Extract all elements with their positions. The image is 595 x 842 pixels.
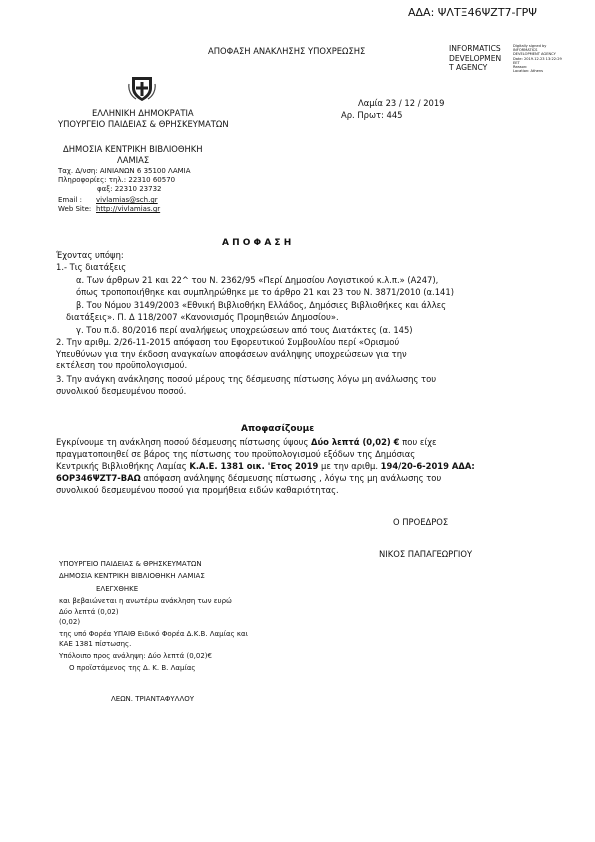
signature-details [513,44,562,73]
decide-text: Εγκρίνουμε τη ανάκληση ποσού δέσμευσης πίστωσης ύψους [56,437,312,447]
body-line: Έχοντας υπόψη: [56,250,124,260]
signature-detail: Reason: [513,65,528,70]
verify-line: της υπό Φορέα ΥΠΑΙΘ Ειδικό Φορέα Δ.Κ.Β. Λαμίας και [59,630,249,638]
signature-detail: Location: Athens [513,69,543,74]
library-name: ΔΗΜΟΣΙΑ ΚΕΝΤΡΙΚΗ ΒΙΒΛΙΟΘΗΚΗ [63,144,203,154]
phone-info: Πληροφορίες: τηλ.: 22310 60570 [58,176,176,184]
body-line: 2. Την αριθμ. 2/26-11-2015 απόφαση του Εφορευτικού Συμβουλίου περί «Ορισμού [56,337,400,347]
stamp-line: INFORMATICS [449,44,501,53]
decide-line: συνολικού δεσμευμένου ποσού για προμήθεια ειδών καθαριότητας. [56,485,339,495]
signature-detail: INFORMATICS [513,48,538,53]
body-line: όπως τροποποιήθηκε και συμπληρώθηκε με το άρθρο 21 και 23 του Ν. 3871/2010 (α.141) [76,287,454,297]
verify-line: ΚΑΕ 1381 πίστωσης. [59,640,132,648]
decide-heading: Αποφασίζουμε [241,424,315,434]
ada-header: ΑΔΑ: ΨΛΤΞ46ΨΖΤ7-ΓΡΨ [408,6,537,19]
verify-amount-number: (0,02) [59,618,81,626]
stamp-line: T AGENCY [449,63,488,72]
verify-remaining: Υπόλοιπο προς ανάληψη: Δύο λεπτά (0,02)€ [59,652,212,660]
signature-detail: DEVELOPMENT AGENCY [513,52,556,57]
issuer-ministry: ΥΠΟΥΡΓΕΙΟ ΠΑΙΔΕΙΑΣ & ΘΡΗΣΚΕΥΜΑΤΩΝ [58,119,229,129]
decide-line: πραγματοποιηθεί σε βάρος της πίστωσης του προϋπολογισμού εξόδων της Δημόσιας [56,449,416,459]
decision-heading: Α Π Ο Φ Α Σ Η [222,238,292,248]
body-line: 1.- Τις διατάξεις [56,262,127,272]
email-label: Email : [58,196,83,204]
decide-text: Κεντρικής Βιβλιοθήκης Λαμίας [56,461,190,471]
decide-text: απόφαση ανάληψης δέσμευσης πίστωσης , λόγω της μη ανάλωσης του [140,473,442,483]
verify-amount: Δύο λεπτά (0,02) [59,608,119,616]
signature-detail: Digitally signed by [513,44,547,48]
decide-line [56,461,538,472]
body-line: β. Του Νόμου 3149/2003 «Εθνική Βιβλιοθήκη Ελλάδος, Δημόσιες Βιβλιοθήκες και άλλες [76,300,447,310]
verify-head-title: Ο προϊστάμενος της Δ. Κ. Β. Λαμίας [69,664,196,672]
reference-number: 194/20-6-2019 ΑΔΑ: [380,461,475,471]
protocol-number: Αρ. Πρωτ: 445 [341,110,403,120]
verify-ministry: ΥΠΟΥΡΓΕΙΟ ΠΑΙΔΕΙΑΣ & ΘΡΗΣΚΕΥΜΑΤΩΝ [59,560,202,568]
body-line: 3. Την ανάγκη ανάκλησης ποσού μέρους της δέσμευσης πίστωσης λόγω μη ανάλωσης του [56,374,437,384]
decide-line [56,473,538,484]
verify-line: και βεβαιώνεται η ανωτέρω ανάκληση των ευρώ [59,597,232,605]
issuer-republic: ΕΛΛΗΝΙΚΗ ΔΗΜΟΚΡΑΤΙΑ [92,108,194,118]
body-line: γ. Του π.δ. 80/2016 περί αναλήψεως υποχρεώσεων από τους Διατάκτες (α. 145) [76,325,413,335]
fax-info: φαξ: 22310 23732 [97,185,162,193]
body-line: α. Των άρθρων 21 και 22^ του Ν. 2362/95 «Περί Δημοσίου Λογιστικού κ.λ.π.» (Α247), [76,275,439,285]
president-title: Ο ΠΡΟΕΔΡΟΣ [393,517,449,527]
greek-coat-of-arms-icon [128,74,156,106]
budget-code: Κ.Α.Ε. 1381 οικ. 'Ετος 2019 [189,461,319,471]
email-link[interactable]: vivlamias@sch.gr [96,196,158,204]
body-line: Υπευθύνων για την έκδοση αναγκαίων αποφάσεων ανάληψης υποχρεώσεων για την [56,349,407,359]
library-city: ΛΑΜΙΑΣ [117,155,150,165]
digital-signature-stamp [449,44,501,73]
document-date: Λαμία 23 / 12 / 2019 [358,98,445,108]
verify-library: ΔΗΜΟΣΙΑ ΚΕΝΤΡΙΚΗ ΒΙΒΛΙΟΘΗΚΗ ΛΑΜΙΑΣ [59,572,205,580]
website-link[interactable]: http://vivlamias.gr [96,205,161,213]
website-label: Web Site: [58,205,92,213]
signature-detail: Date: 2019.12.23 13:22:29 [513,56,562,61]
amount-text: Δύο λεπτά (0,02) € [311,437,400,447]
ada-reference: 6ΟΡ346ΨΖΤ7-ΒΑΩ [56,473,141,483]
president-name: ΝΙΚΟΣ ΠΑΠΑΓΕΩΡΓΙΟΥ [379,549,473,559]
body-line: εκτέλεση του προϋπολογισμού. [56,360,188,370]
decide-line [56,437,538,448]
body-line: διατάξεις». Π. Δ 118/2007 «Κανονισμός Προμηθειών Δημοσίου». [66,312,339,322]
decide-text: με την αριθμ. [318,461,381,471]
signer-name: ΛΕΩΝ. ΤΡΙΑΝΤΑΦΥΛΛΟΥ [111,695,195,703]
body-line: συνολικού δεσμευμένου ποσού. [56,386,187,396]
document-title: ΑΠΟΦΑΣΗ ΑΝΑΚΛΗΣΗΣ ΥΠΟΧΡΕΩΣΗΣ [208,46,366,56]
signature-detail: EET [513,60,520,65]
decide-text: που είχε [399,437,437,447]
postal-address: Ταχ. Δ/νση: ΑΙΝΙΑΝΩΝ 6 35100 ΛΑΜΙΑ [58,167,191,175]
stamp-line: DEVELOPMEN [449,53,502,63]
verify-checked: ΕΛΕΓΧΘΗΚΕ [96,585,139,593]
